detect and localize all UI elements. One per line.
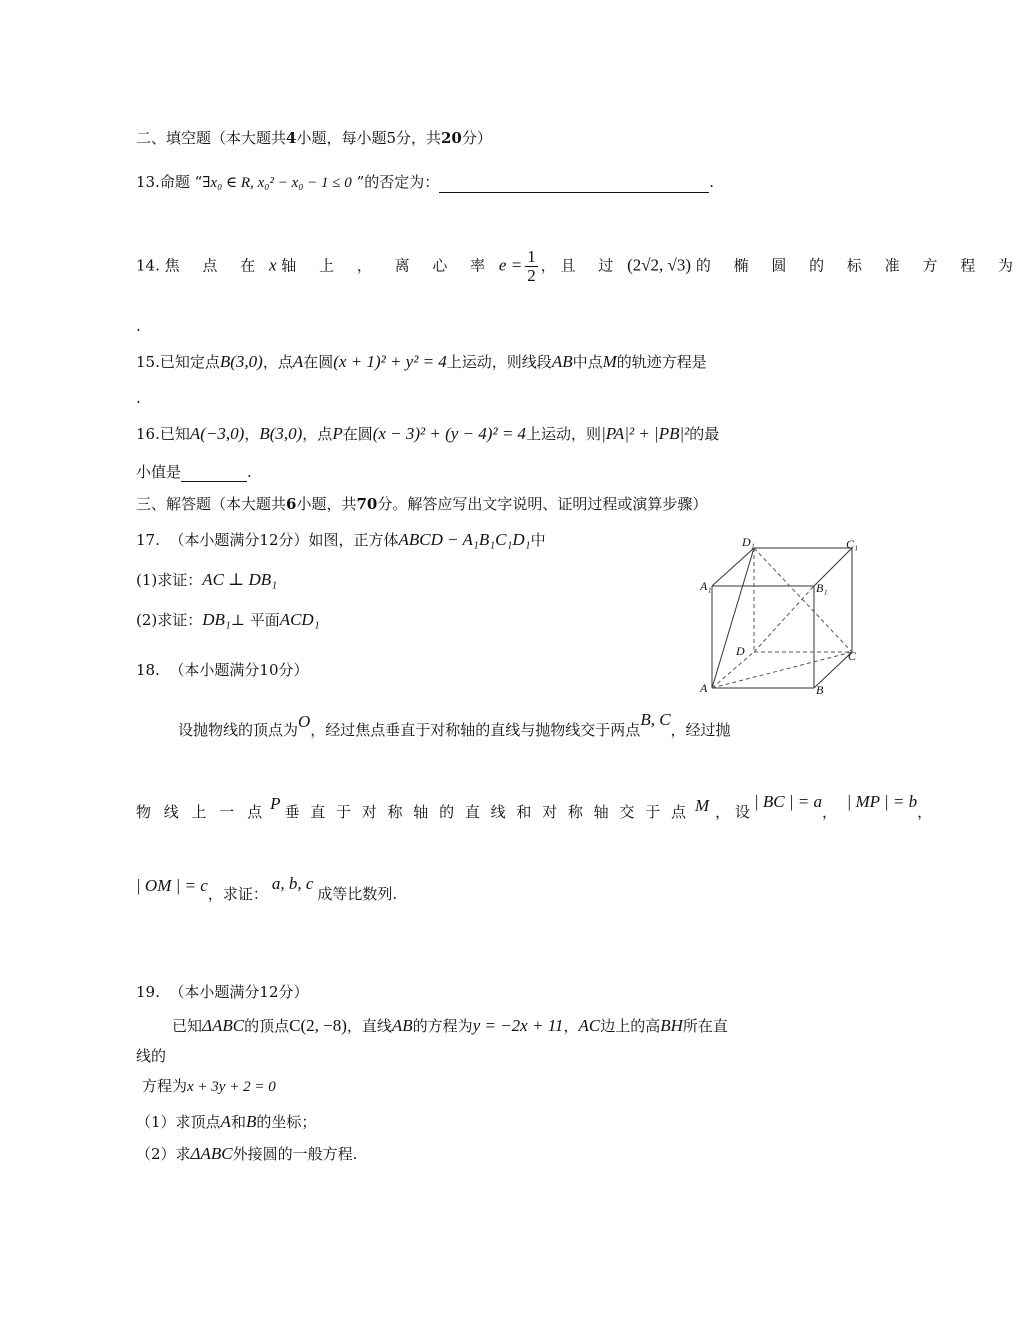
q18-expr-bc: | BC | = a xyxy=(753,792,822,811)
question-16 xyxy=(136,424,719,444)
q18-text-8: ，求证： xyxy=(207,885,268,903)
q14-fraction-denominator: 2 xyxy=(527,266,536,285)
q19-part-1-text: 的坐标； xyxy=(256,1113,317,1131)
q14-text-3: 且 过 xyxy=(560,256,623,275)
edge-a1-d1 xyxy=(712,548,754,586)
q14-point: (2√2, √3) xyxy=(627,255,692,275)
q19-line-ab: AB xyxy=(391,1016,413,1035)
q15-point-m: M xyxy=(602,352,617,371)
q19-side-ac: AC xyxy=(578,1016,601,1035)
section-2-count: 4 xyxy=(286,129,297,147)
q18-point-p: P xyxy=(270,794,281,813)
q16-expression: |PA|² + |PB|² xyxy=(601,424,690,443)
q16-point-b: B(3,0) xyxy=(259,424,303,443)
question-18 xyxy=(136,660,309,680)
section-2-pre: 二、填空题（本大题共 xyxy=(136,129,287,147)
q16-text-2: ，点 xyxy=(302,425,333,443)
q14-e: e = xyxy=(498,255,523,275)
q19-number: 19. xyxy=(136,983,160,1001)
label-c: C xyxy=(848,649,857,663)
q19-part-2 xyxy=(136,1144,357,1164)
q14-comma: ， xyxy=(540,256,556,275)
q19-line-3 xyxy=(142,1076,276,1097)
q18-number: 18. xyxy=(136,661,160,679)
q17-part-2-expr: DB₁ xyxy=(202,610,231,629)
q15-point-b: B(3,0) xyxy=(219,352,263,371)
question-19 xyxy=(136,982,309,1002)
q15-point-a: A xyxy=(292,352,304,371)
q13-expression: ∃x₀ ∈ R, x₀² − x₀ − 1 ≤ 0 xyxy=(202,175,352,191)
q19-text-7: 所在直 xyxy=(682,1017,728,1035)
q19-text-3: ，直线 xyxy=(346,1017,392,1035)
q17-cube: ABCD − A₁B₁C₁D₁ xyxy=(398,530,531,549)
section-3-total: 70 xyxy=(356,495,378,513)
q13-end: . xyxy=(709,173,715,191)
label-b1: B₁ xyxy=(816,581,828,595)
question-15 xyxy=(136,352,707,372)
q19-part-2-label: （2）求 xyxy=(136,1145,191,1163)
section-2-post: 分） xyxy=(461,129,492,147)
q19-head: （本小题满分12分） xyxy=(169,983,309,1001)
label-a1: A₁ xyxy=(700,579,712,593)
q19-height-bh: BH xyxy=(660,1016,683,1035)
section-3-pre: 三、解答题（本大题共 xyxy=(136,495,287,513)
q17-number: 17. xyxy=(136,531,160,549)
q14-trailing-dot: . xyxy=(136,317,141,335)
q19-part-2-triangle: ΔABC xyxy=(190,1144,233,1163)
q15-text-6: 的轨迹方程是 xyxy=(616,353,707,371)
q17-head: （本小题满分12分）如图，正方体 xyxy=(169,531,399,549)
label-c1: C₁ xyxy=(846,537,859,551)
diagonal-a-d1 xyxy=(712,548,754,688)
question-13 xyxy=(136,172,714,193)
section-3-count: 6 xyxy=(286,495,297,513)
q18-separator: ， xyxy=(822,803,838,821)
q18-text-2: ，经过焦点垂直于对称轴的直线与抛物线交于两点 xyxy=(310,721,641,739)
q19-text-6: 边上的高 xyxy=(600,1017,661,1035)
q17-part-1-expr: AC ⊥ DB₁ xyxy=(202,570,278,589)
q19-text-9: 方程为 xyxy=(142,1077,188,1095)
q16-answer-blank[interactable] xyxy=(181,465,247,482)
q16-text-1: 已知 xyxy=(159,425,190,443)
q14-x: x xyxy=(268,255,277,275)
label-d: D xyxy=(736,644,745,658)
section-3-mid: 小题，共 xyxy=(296,495,357,513)
q19-part-1-label: （1）求顶点 xyxy=(136,1113,221,1131)
section-3-post: 分。解答应写出文字说明、证明过程或演算步骤） xyxy=(377,495,708,513)
q14-number: 14. xyxy=(136,256,160,275)
q18-line-2 xyxy=(136,792,933,822)
q19-triangle: ΔABC xyxy=(202,1016,245,1035)
question-16-line-2 xyxy=(136,462,252,482)
q19-text-2: 的顶点 xyxy=(244,1017,290,1035)
q14-fraction-numerator: 1 xyxy=(527,247,536,266)
q18-vertex-o: O xyxy=(298,712,311,731)
q19-equation-bh: x + 3y + 2 = 0 xyxy=(187,1079,276,1095)
q19-equation-ab: y = −2x + 11 xyxy=(472,1016,564,1035)
q16-end: . xyxy=(247,463,252,481)
q18-text-1: 设抛物线的顶点为 xyxy=(178,721,299,739)
q14-text-4: 的 椭 圆 的 标 准 方 程 为 xyxy=(695,256,1022,275)
q19-text-4: 的方程为 xyxy=(412,1017,473,1035)
label-d1: D₁ xyxy=(742,535,755,549)
q16-number: 16. xyxy=(136,425,160,443)
q19-part-1 xyxy=(136,1112,316,1132)
q18-text-9: 成等比数列. xyxy=(317,885,398,903)
q13-answer-blank[interactable] xyxy=(439,176,709,193)
q15-text-2: ，点 xyxy=(262,353,293,371)
section-2-heading xyxy=(136,128,492,148)
q15-number: 15. xyxy=(136,353,160,371)
q18-head: （本小题满分10分） xyxy=(169,661,309,679)
q13-prompt: 的否定为： xyxy=(364,173,440,191)
q16-separator: ， xyxy=(244,425,260,443)
q19-part-1-and: 和 xyxy=(230,1113,246,1131)
q15-text-5: 中点 xyxy=(572,353,603,371)
label-b: B xyxy=(816,683,824,697)
section-2-total: 20 xyxy=(441,129,462,147)
q18-line-1 xyxy=(178,710,731,740)
q19-line-1 xyxy=(172,1016,728,1036)
q18-points-bc: B, C xyxy=(640,710,671,729)
q18-expr-om: | OM | = c xyxy=(136,876,208,895)
q16-text-3: 在圆 xyxy=(342,425,373,443)
diagonal-a-c xyxy=(712,652,852,688)
q19-part-2-text: 外接圆的一般方程. xyxy=(232,1145,358,1163)
question-17 xyxy=(136,530,546,550)
q15-circle-equation: (x + 1)² + y² = 4 xyxy=(333,352,447,371)
question-14 xyxy=(136,248,1022,285)
q16-point-p: P xyxy=(332,424,343,443)
section-2-mid: 小题，每小题5分，共 xyxy=(296,129,441,147)
q18-point-m: M xyxy=(695,796,710,815)
q17-part-1 xyxy=(136,570,277,590)
q18-text-5: 垂 直 于 对 称 轴 的 直 线 和 对 称 轴 交 于 点 xyxy=(284,803,689,821)
q19-part-1-b: B xyxy=(245,1112,257,1131)
q18-text-6: ， 设 xyxy=(715,803,750,821)
q18-line-3 xyxy=(136,874,398,904)
q17-part-1-label: (1)求证： xyxy=(136,571,203,589)
q18-text-3: ，经过抛 xyxy=(670,721,731,739)
q17-part-2-label: (2)求证： xyxy=(136,611,203,629)
q19-point-c: C(2, −8) xyxy=(289,1016,347,1035)
q19-text-5: ， xyxy=(563,1017,579,1035)
q16-text-5: 的最 xyxy=(689,425,720,443)
diagonal-d-b1 xyxy=(754,586,814,652)
q18-abc: a, b, c xyxy=(271,874,314,893)
q15-trailing-dot: . xyxy=(136,389,141,407)
cube-figure xyxy=(696,530,866,700)
q14-text-1: 焦 点 在 xyxy=(164,256,265,275)
q13-number: 13. xyxy=(136,173,160,191)
q16-text-4: 上运动，则 xyxy=(526,425,602,443)
q15-segment-ab: AB xyxy=(551,352,573,371)
q19-text-1: 已知 xyxy=(172,1017,203,1035)
q19-part-1-a: A xyxy=(220,1112,231,1131)
q18-text-4: 物 线 上 一 点 xyxy=(136,803,267,821)
q17-part-2-plane: ACD₁ xyxy=(279,610,320,629)
q17-part-2 xyxy=(136,610,320,630)
q15-text-1: 已知定点 xyxy=(159,353,220,371)
q14-fraction xyxy=(525,248,538,285)
q13-close-quote: ” xyxy=(351,173,365,191)
label-a: A xyxy=(700,681,708,695)
q18-text-7: ， xyxy=(917,803,933,821)
q14-text-2: 轴 上 ， 离 心 率 xyxy=(281,256,495,275)
q19-line-2: 线的 xyxy=(136,1047,167,1065)
section-3-heading xyxy=(136,494,707,514)
q16-circle-equation: (x − 3)² + (y − 4)² = 4 xyxy=(372,424,527,443)
q15-text-4: 上运动，则线段 xyxy=(446,353,552,371)
q17-part-2-text: ⊥ 平面 xyxy=(230,611,280,629)
q15-text-3: 在圆 xyxy=(303,353,334,371)
q13-pre: 命题 “ xyxy=(159,173,203,191)
q16-line-2-text: 小值是 xyxy=(136,463,182,481)
q18-expr-mp: | MP | = b xyxy=(846,792,918,811)
q16-point-a: A(−3,0) xyxy=(189,424,245,443)
q17-tail: 中 xyxy=(530,531,546,549)
